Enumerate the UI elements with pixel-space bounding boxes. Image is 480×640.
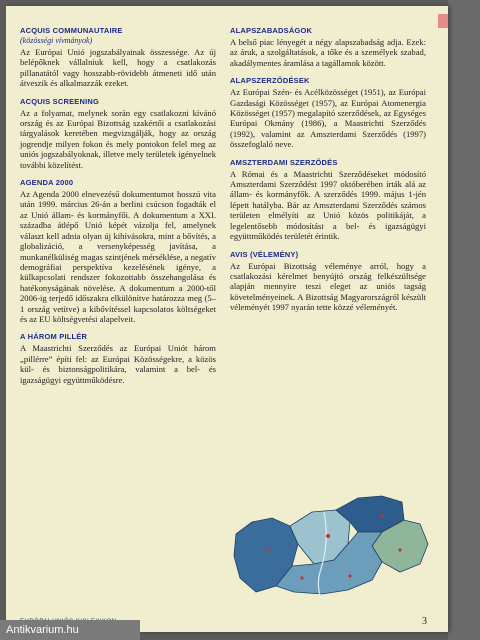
left-column <box>20 26 216 393</box>
map-marker <box>326 534 330 538</box>
map-marker <box>266 548 269 551</box>
entry-heading: ALAPSZERZŐDÉSEK <box>230 76 310 86</box>
entry-text: Az Európai Szén- és Acélközösséget (1951), az Európai Gazdasági Közösséget (1957), az Európai Atomenergia Közösséget (1957) megalapító szerződések, az Egységes Európai Okmány (1986), a Maastrichti Szerződés (1992), valamint az Amszterdami Szerződés (1997) összefoglaló neve. <box>230 87 426 150</box>
hungary-map-illustration <box>232 492 432 604</box>
entry-text: A Római és a Maastrichti Szerződéseket módosító Amszterdami Szerződést 1997 októberében írták alá az állam- és kormányfők. A szerződés 1999. május 1-jén lépett hatályba. Bár az Amszterdami Szerződés számos területen elmélyíti az Unió közös politikáját, a legelentősebb módosítást a bel- és igazságügyi együttműködés területét érintik. <box>230 168 426 242</box>
entry-heading: ALAPSZABADSÁGOK <box>230 26 313 35</box>
entry-heading: AVIS (VÉLEMÉNY) <box>230 249 299 259</box>
entry-heading: A HÁROM PILLÉR <box>20 332 88 342</box>
entry-subheading: (közösségi vívmányok) <box>20 36 93 45</box>
map-marker <box>398 548 401 551</box>
entry-alapszabadsagok <box>230 26 426 68</box>
right-column <box>230 26 426 321</box>
map-marker <box>348 574 351 577</box>
entry-text: A Maastrichti Szerződés az Európai Uniót három „pillérre” építi fel: az Európai Közösségekre, a közös kül- és biztonságpolitikára, valamint a bel- és igazságügyi együttműködésre. <box>20 343 216 385</box>
entry-text: Az Agenda 2000 elnevezésű dokumentumot hosszú vita után 1999. március 26-án a berlini csúcson fogadták el az Unió állam- és kormányfői. A dokumentum a XXI. századba átlépő Unió képét vázolja fel, amelynek választ kell adnia olyan új kihívásokra, mint a bővítés, a globalizáció, a versenyképesség javítása, a munkanélküliség magas szintjének mérséklése, a negatív demográfiai perspektíva kezelésének igénye, a külkapcsolati rendszer fokozottabb összehangolása és hatékonyságának növelése. A dokumentum a 2000-től 2006-ig terjedő időszakra elkülönítve határozza meg (5–1 ország vetítve) a kibővítéssel kapcsolatos költségeket és az EU költségvetési alapelveit. <box>20 189 216 324</box>
entry-harom-piller <box>20 332 216 385</box>
page-tab-marker <box>438 14 448 28</box>
watermark-logo: Antikvarium.hu <box>0 620 140 640</box>
entry-acquis-screening <box>20 97 216 170</box>
entry-heading: ACQUIS COMMUNAUTAIRE <box>20 26 123 35</box>
entry-heading: AMSZTERDAMI SZERZŐDÉS <box>230 157 338 167</box>
entry-text: A belső piac lényegét a négy alapszabadság adja. Ezek: az áruk, a szolgáltatások, a tőke és a személyek szabad, akadálymentes áramlása a tagállamok között. <box>230 37 426 68</box>
map-marker <box>380 514 383 517</box>
entry-text: Az Európai Unió jogszabályainak összessége. Az új belépőknek vállalniuk kell, hogy a csatlakozás pillanatától vagy hosszabb-rövidebb átmeneti idő után átveszik és alkalmazzák ezeket. <box>20 47 216 89</box>
map-marker <box>300 576 303 579</box>
entry-heading: ACQUIS SCREENING <box>20 96 100 106</box>
entry-agenda-2000 <box>20 178 216 324</box>
page-number: 3 <box>422 616 427 627</box>
entry-acquis-communautaire <box>20 26 216 89</box>
background-edge <box>448 0 480 640</box>
entry-heading: AGENDA 2000 <box>20 178 74 188</box>
entry-text: Az Európai Bizottság véleménye arról, hogy a csatlakozási kérelmet benyújtó ország felkészültsége alapján mennyire teszi eleget az uniós tagság követelményeinek. A Bizottság Magyarországról készült véleményét 1997 nyarán tette közzé véleményét. <box>230 260 426 313</box>
entry-alapszerzodesek <box>230 76 426 149</box>
entry-text: Az a folyamat, melynek során egy csatlakozni kívánó ország és az Európai Bizottság szakértői a csatlakozási tárgyalások keretében megvizsgálják, hogy az ország jogrendje milyen fokon és mely pontokon felel meg az uniós jogszabályoknak, illetve mely területek igényelnek további közelítést. <box>20 107 216 170</box>
entry-amszterdami-szerzodes <box>230 158 426 242</box>
book-page <box>6 6 448 632</box>
entry-avis <box>230 250 426 313</box>
